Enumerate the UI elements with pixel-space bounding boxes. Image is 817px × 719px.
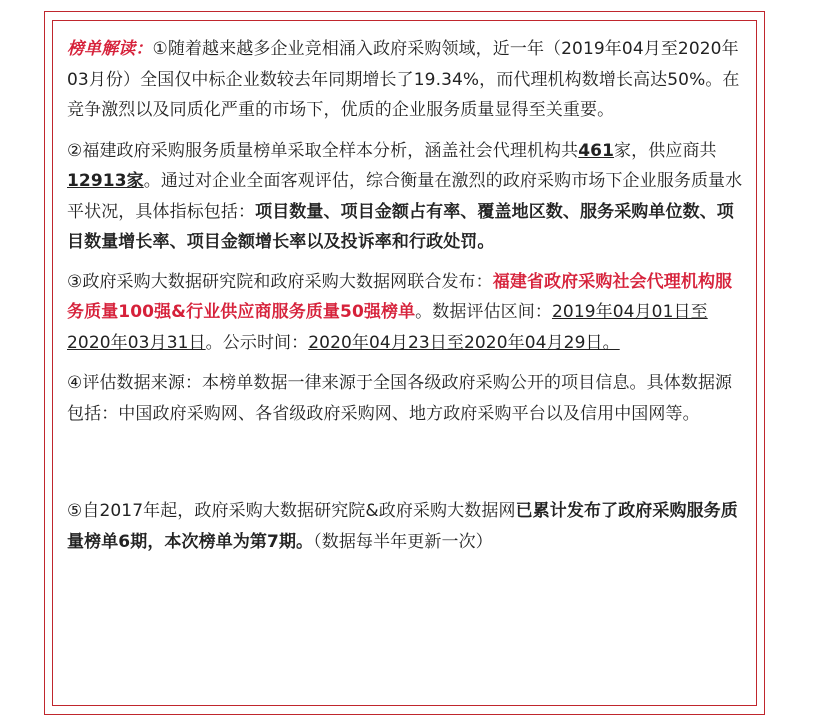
paragraph-1 — [67, 34, 747, 126]
supplier-count: 12913家 — [67, 171, 144, 191]
paragraph-5-text-a: ⑤自2017年起，政府采购大数据研究院&政府采购大数据网 — [67, 501, 516, 521]
paragraph-4 — [67, 368, 747, 429]
paragraph-2 — [67, 136, 747, 258]
paragraph-3-text-c: 。公示时间： — [205, 332, 309, 353]
publication-period: 2020年04月23日至2020年04月29日。 — [308, 332, 620, 353]
paragraph-1-text: ①随着越来越多企业竞相涌入政府采购领域，近一年（2019年04月至2020年03月份）全国仅中标企业数较去年同期增长了19.34%，而代理机构数增长高达50%。在竞争激烈以及同质化严重的市场下，优质的企业服务质量显得至关重要。 — [67, 39, 740, 120]
paragraph-2-text-a: ②福建政府采购服务质量榜单采取全样本分析，涵盖社会代理机构共 — [67, 140, 579, 161]
agency-count: 461 — [578, 140, 615, 161]
interpretation-label: 榜单解读： — [67, 39, 153, 59]
evaluation-period: 2019年04月01日至2020年03月31日 — [67, 302, 708, 353]
paragraph-4-text: ④评估数据来源：本榜单数据一律来源于全国各级政府采购公开的项目信息。具体数据源包括：中国政府采购网、各省级政府采购网、地方政府采购平台以及信用中国网等。 — [67, 373, 733, 424]
update-note: （数据每半年更新一次） — [313, 531, 493, 552]
paragraph-5 — [67, 496, 747, 557]
paragraph-3 — [67, 267, 747, 359]
paragraph-3-text-a: ③政府采购大数据研究院和政府采购大数据网联合发布： — [67, 271, 493, 292]
paragraph-2-text-c: 。通过对企业全面客观评估，综合衡量在激烈的政府采购市场下企业服务质量水平状况，具体指标包括： — [67, 171, 743, 222]
indicator-list: 项目数量、项目金额占有率、覆盖地区数、服务采购单位数、项目数量增长率、项目金额增长率以及投诉率和行政处罚。 — [67, 201, 734, 252]
paragraph-2-text-b: 家，供应商共 — [614, 140, 717, 161]
ranking-title: 福建省政府采购社会代理机构服务质量100强&行业供应商服务质量50强榜单 — [67, 271, 733, 322]
article-body — [67, 34, 747, 557]
release-count: 已累计发布了政府采购服务质量榜单6期，本次榜单为第7期。 — [67, 501, 738, 552]
paragraph-3-text-b: 。数据评估区间： — [415, 302, 552, 322]
